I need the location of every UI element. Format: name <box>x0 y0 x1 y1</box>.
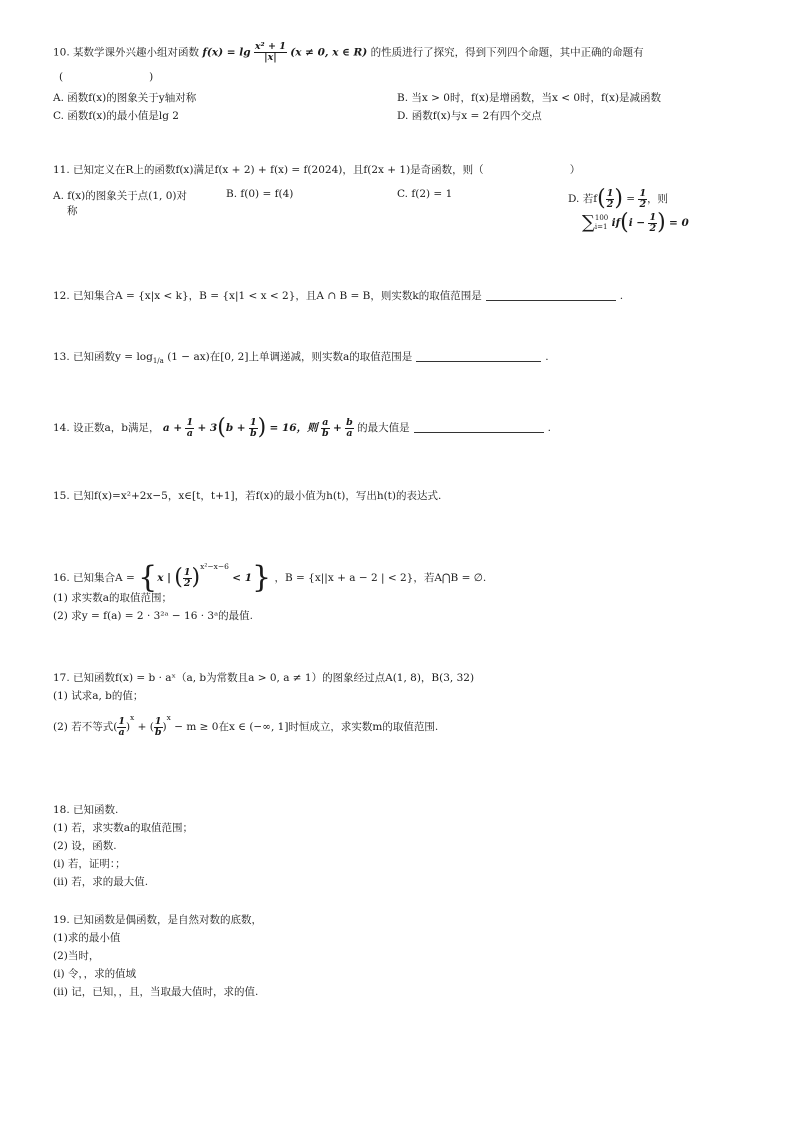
question-15: 15. 已知f(x)=x²+2x−5，x∈[t，t+1]，若f(x)的最小值为h(t)，写出h(t)的表达式. <box>53 490 442 502</box>
q14-answer-blank[interactable] <box>414 420 544 433</box>
question-16: 16. 已知集合A = {x | ( $\frac{1}{2}$ )$^{x^2-x-6}$ < 1} ，B = {x||x + a − 2 | < 2}，若A⋂B = ∅. <box>53 560 487 595</box>
question-18: 18. 已知函数. <box>53 804 119 816</box>
q11-d-then: ，则 <box>647 193 669 205</box>
question-13: 13. 已知函数$y = \log_{1/a} (1 - ax)$在[0, 2]上单调递减，则实数a的取值范围是 . <box>53 351 549 366</box>
q13-stem-b: (1 − ax)在[0, 2]上单调递减，则实数a的取值范围是 <box>167 351 413 363</box>
q10-paren-open: ( <box>59 71 64 83</box>
q12-stem: 12. 已知集合A = {x|x < k}，B = {x|1 < x < 2}，且A ∩ B = B，则实数k的取值范围是 <box>53 290 482 302</box>
q11-option-a <box>53 188 187 218</box>
question-12: 12. 已知集合A = {x|x < k}，B = {x|1 < x < 2}，且A ∩ B = B，则实数k的取值范围是 . <box>53 290 624 302</box>
q19-part-2: (2)当时， <box>53 950 100 962</box>
q10-denominator: |x| <box>264 52 277 63</box>
q11-d-label: D. <box>568 193 580 205</box>
q11-option-c: C. f(2) = 1 <box>397 188 453 200</box>
q10-numerator: x² + 1 <box>254 41 286 52</box>
q11-d-eq: = <box>626 193 636 205</box>
q11-option-b: B. f(0) = f(4) <box>226 188 294 200</box>
q19-part-2-ii: (ⅱ) 记，已知，，且，当取最大值时，求的值. <box>53 986 259 998</box>
q10-option-b: B. 当x > 0时，f(x)是增函数，当x < 0时，f(x)是减函数 <box>397 92 662 104</box>
q19-part-2-i: (ⅰ) 令，，求的值域 <box>53 968 137 980</box>
q11-d-text-a: 若f <box>582 193 598 205</box>
q10-func: f(x) = lg <box>202 46 251 59</box>
q11-option-a-line1: A. f(x)的图象关于点(1, 0)对 <box>53 190 187 202</box>
q16-stem-b: ，B = {x||x + a − 2 | < 2}，若A⋂B = ∅. <box>274 572 487 584</box>
q14-stem-a: 14. 设正数a，b满足， <box>53 422 160 434</box>
question-10 <box>53 42 753 86</box>
q16-stem-a: 16. 已知集合A = <box>53 572 135 584</box>
q18-part-2-i: (ⅰ) 若，证明：； <box>53 858 126 870</box>
q10-condition: (x ≠ 0, x ∈ R) <box>290 46 368 59</box>
q11-d-sum: ∑ <box>582 212 595 233</box>
q10-option-c: C. 函数f(x)的最小值是lg 2 <box>53 110 179 122</box>
q10-stem-b: 的性质进行了探究，得到下列四个命题，其中正确的命题有 <box>370 46 644 59</box>
question-17: 17. 已知函数f(x) = b · aˣ（a, b为常数且a > 0, a ≠ 1）的图象经过点A(1, 8)，B(3, 32) <box>53 672 475 684</box>
question-14: 14. 设正数a，b满足， a + $\frac{1}{a}$ + 3(b + $\frac{1}{b}$ ) = 16，则 $\frac{a}{b}$ + $\frac{b}{a}$ 的最大值是 . <box>53 415 551 440</box>
q19-part-1: (1)求的最小值 <box>53 932 121 944</box>
q13-stem-a: 13. 已知函数y = log <box>53 351 153 363</box>
q11-option-d: D. 若f( $\frac{1}{2}$ ) = $\frac{1}{2}$ ，则 ∑ 100 i=1 if(i − $\frac{1}{2}$ ) = 0 <box>568 186 689 235</box>
q10-stem-a: 10. 某数学课外兴趣小组对函数 <box>53 46 200 59</box>
q16-part-1: (1) 求实数a的取值范围； <box>53 592 172 604</box>
question-11 <box>53 162 580 177</box>
q16-part-2: (2) 求y = f(a) = 2 · 3²ᵃ − 16 · 3ᵃ的最值. <box>53 610 253 622</box>
q10-fraction <box>254 42 287 63</box>
q18-part-1: (1) 若，求实数a的取值范围； <box>53 822 193 834</box>
q11-paren-close: ） <box>569 164 581 176</box>
q18-part-2: (2) 设，函数. <box>53 840 117 852</box>
q12-answer-blank[interactable] <box>486 288 616 301</box>
q10-option-d: D. 函数f(x)与x = 2有四个交点 <box>397 110 542 122</box>
q13-answer-blank[interactable] <box>416 349 541 362</box>
q11-stem: 11. 已知定义在R上的函数f(x)满足f(x + 2) + f(x) = f(2024)，且f(2x + 1)是奇函数，则（ <box>53 164 484 176</box>
q10-paren-close: ) <box>149 71 154 83</box>
q18-part-2-ii: (ⅱ) 若，求的最大值. <box>53 876 149 888</box>
q11-option-a-line2: 称 <box>67 205 78 217</box>
q17-part-2: (2) 若不等式( $\frac{1}{a}$ )$^x$ + ( $\frac{1}{b}$ )$^x$ − m ≥ 0在x ∈ (−∞, 1]时恒成立，求实数m的取值范围. <box>53 713 439 738</box>
question-19: 19. 已知函数是偶函数，是自然对数的底数， <box>53 914 263 926</box>
q14-stem-b: 的最大值是 <box>357 422 410 434</box>
q10-option-a: A. 函数f(x)的图象关于y轴对称 <box>53 92 197 104</box>
q17-part-1: (1) 试求a, b的值； <box>53 690 144 702</box>
